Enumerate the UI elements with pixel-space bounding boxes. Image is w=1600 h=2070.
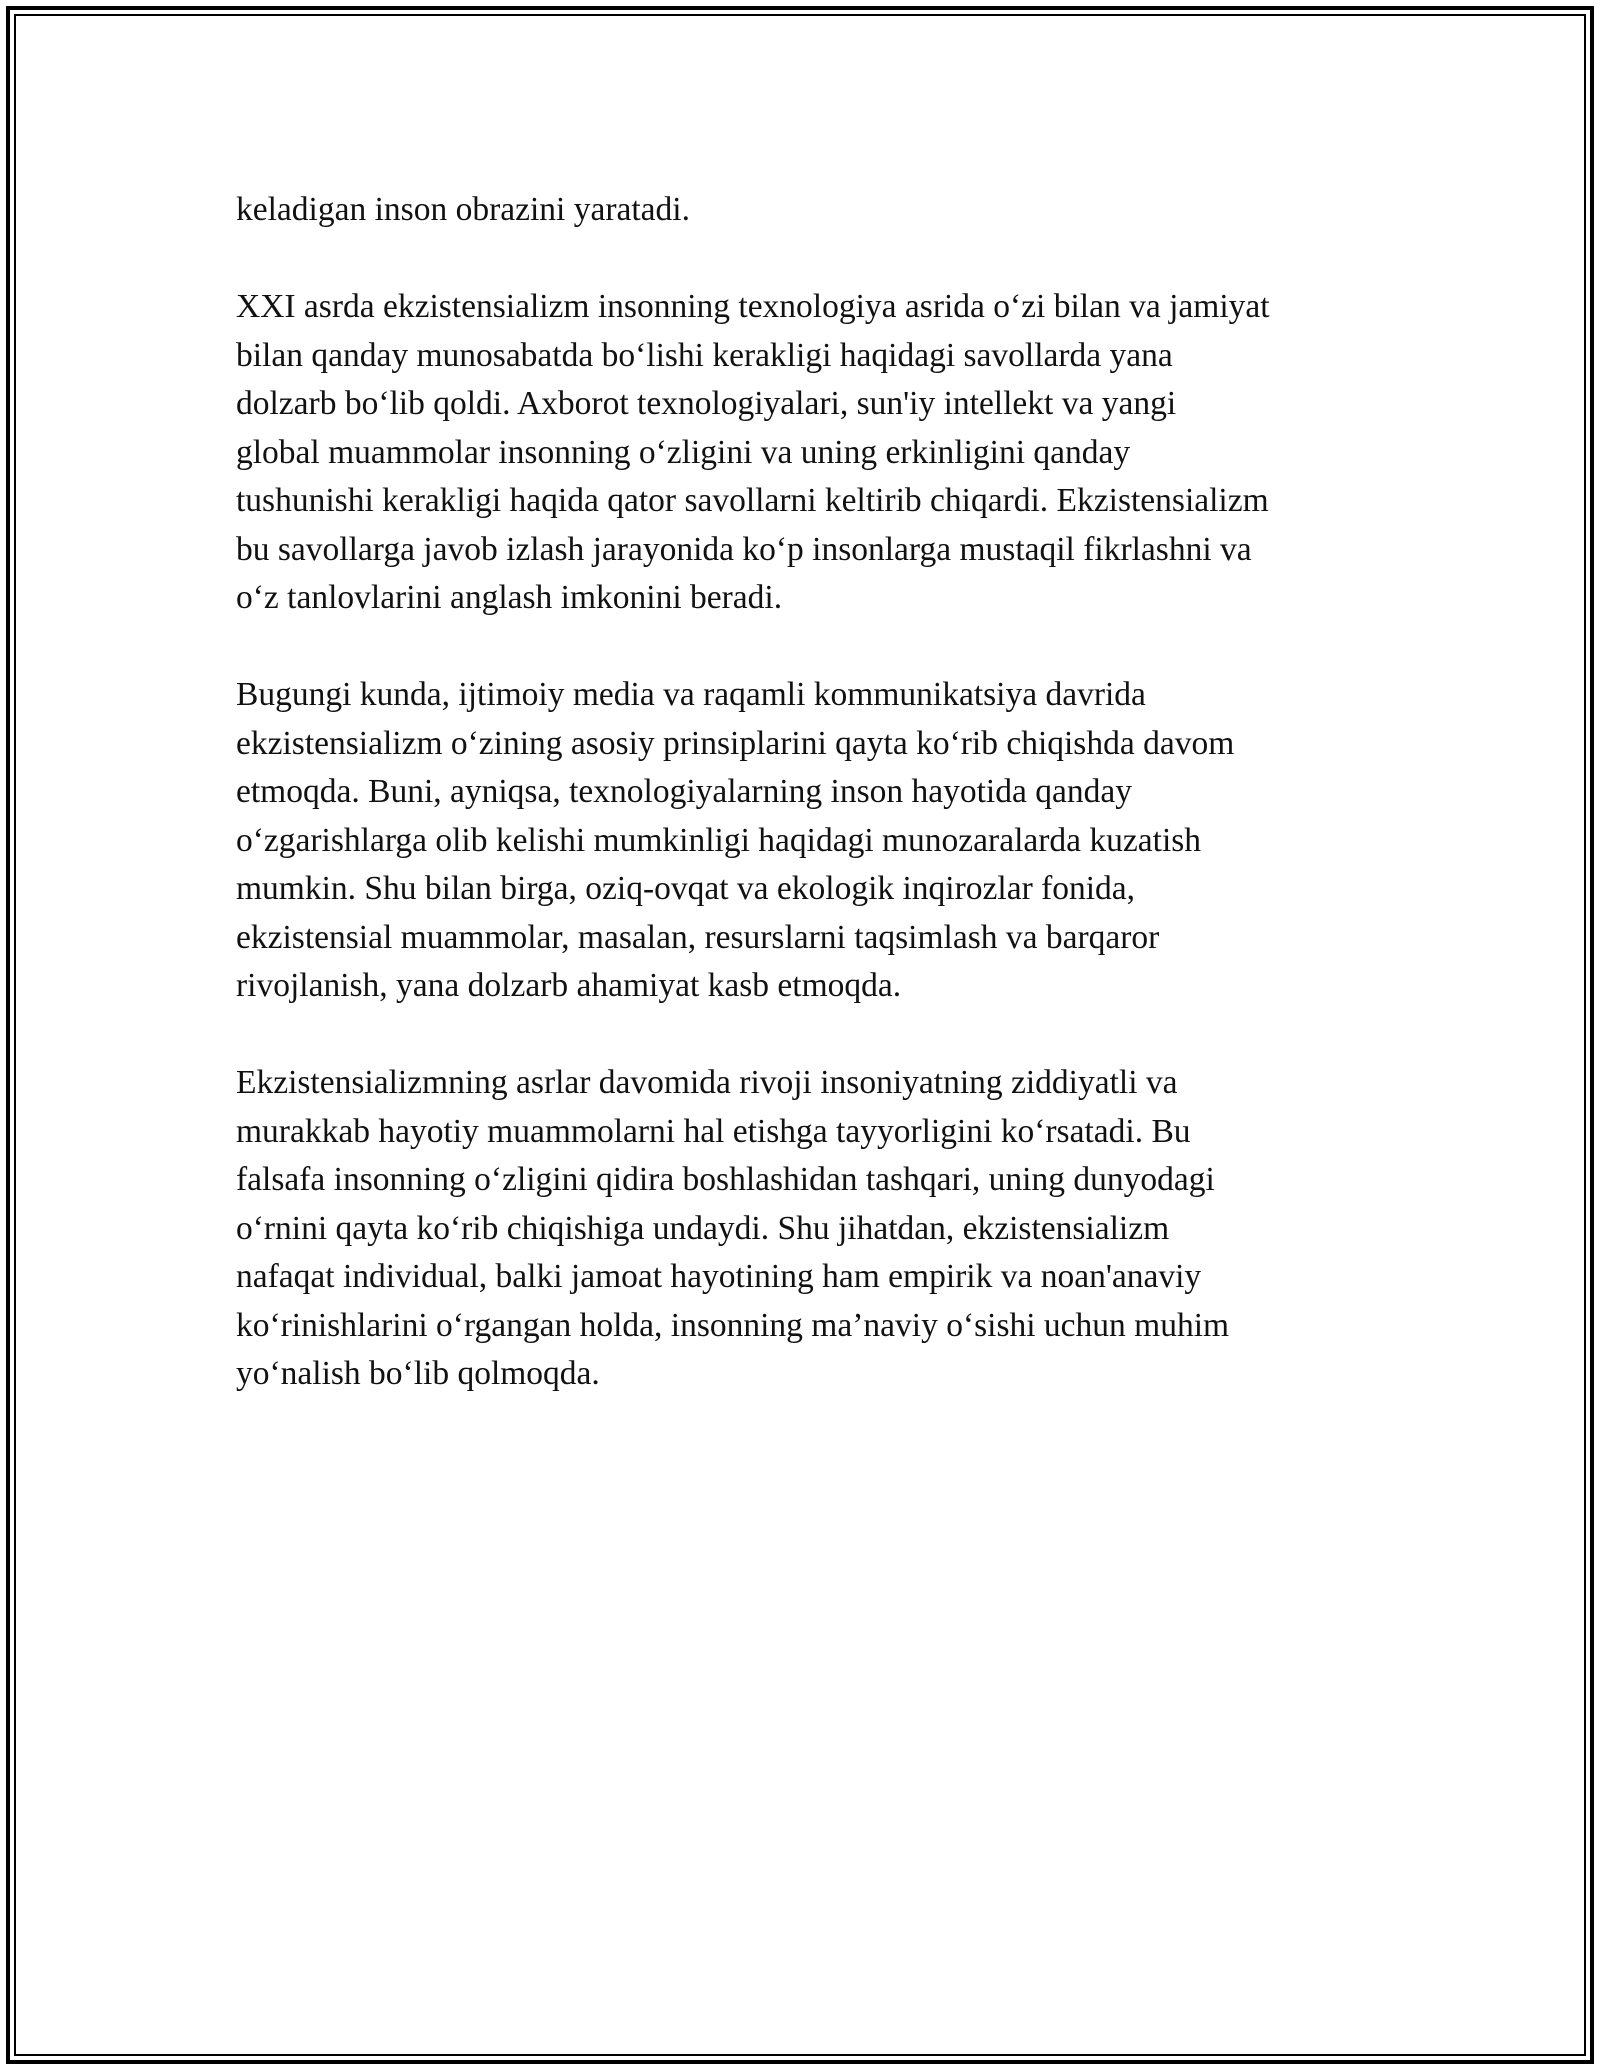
text-line: yo‘nalish bo‘lib qolmoqda. (236, 1355, 600, 1392)
text-line: keladigan inson obrazini yaratadi. (236, 191, 690, 228)
paragraph-4 (236, 1059, 1376, 1399)
text-line: bu savollarga javob izlash jarayonida ko‘p insonlarga mustaqil fikrlashni va (236, 530, 1252, 568)
text-line: dolzarb bo‘lib qoldi. Axborot texnologiyalari, sun'iy intellekt va yangi (236, 385, 1177, 422)
text-line: ko‘rinishlarini o‘rgangan holda, insonning ma’naviy o‘sishi uchun muhim (236, 1306, 1230, 1344)
text-line: Bugungi kunda, ijtimoiy media va raqamli kommunikatsiya davrida (236, 676, 1146, 713)
text-line: o‘zgarishlarga olib kelishi mumkinligi haqidagi munozaralarda kuzatish (236, 821, 1202, 859)
text-line: global muammolar insonning o‘zligini va uning erkinligini qanday (236, 433, 1131, 471)
document-body (236, 186, 1376, 1447)
text-line: rivojlanish, yana dolzarb ahamiyat kasb etmoqda. (236, 967, 902, 1004)
text-line: ekzistensial muammolar, masalan, resurslarni taqsimlash va barqaror (236, 918, 1160, 956)
paragraph-2 (236, 283, 1376, 623)
paragraph-1 (236, 186, 1376, 235)
paragraph-3 (236, 671, 1376, 1011)
text-line: XXI asrda ekzistensializm insonning texnologiya asrida o‘zi bilan va jamiyat (236, 288, 1270, 325)
text-line: tushunishi kerakligi haqida qator savollarni keltirib chiqardi. Ekzistensializm (236, 482, 1269, 519)
text-line: falsafa insonning o‘zligini qidira boshlashidan tashqari, uning dunyodagi (236, 1161, 1215, 1198)
text-line: nafaqat individual, balki jamoat hayotining ham empirik va noan'anaviy (236, 1258, 1202, 1295)
text-line: ekzistensializm o‘zining asosiy prinsiplarini qayta ko‘rib chiqishda davom (236, 724, 1235, 762)
text-line: o‘z tanlovlarini anglash imkonini beradi. (236, 579, 783, 616)
text-line: mumkin. Shu bilan birga, oziq-ovqat va ekologik inqirozlar fonida, (236, 870, 1136, 907)
text-line: murakkab hayotiy muammolarni hal etishga tayyorligini ko‘rsatadi. Bu (236, 1112, 1191, 1150)
text-line: etmoqda. Buni, ayniqsa, texnologiyalarning inson hayotida qanday (236, 773, 1132, 810)
text-line: Ekzistensializmning asrlar davomida rivoji insoniyatning ziddiyatli va (236, 1064, 1178, 1101)
text-line: bilan qanday munosabatda bo‘lishi kerakligi haqidagi savollarda yana (236, 336, 1173, 374)
text-line: o‘rnini qayta ko‘rib chiqishiga undaydi. Shu jihatdan, ekzistensializm (236, 1209, 1170, 1247)
